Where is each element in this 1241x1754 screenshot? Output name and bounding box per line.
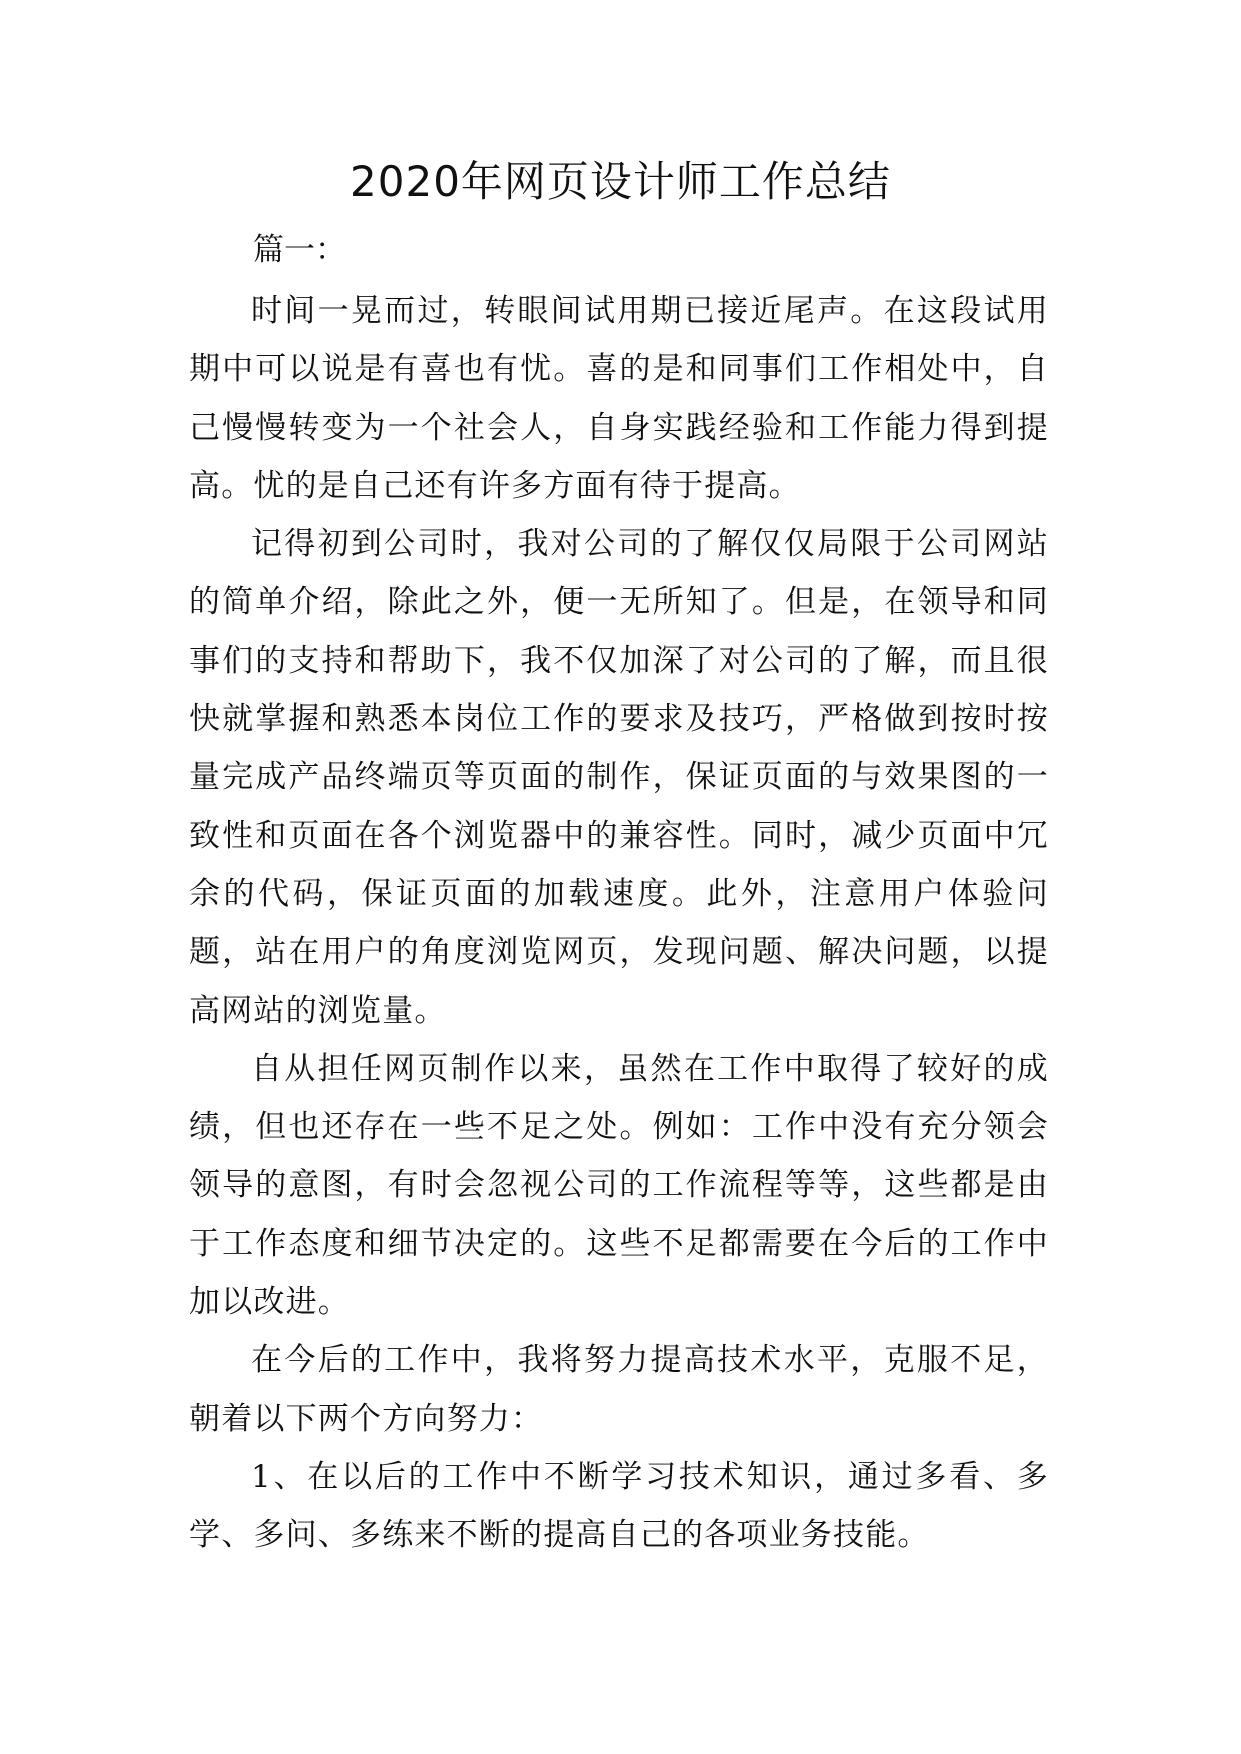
document-body — [189, 282, 1049, 1565]
paragraph: 时间一晃而过，转眼间试用期已接近尾声。在这段试用期中可以说是有喜也有忧。喜的是和同事们工作相处中，自己慢慢转变为一个社会人，自身实践经验和工作能力得到提高。忧的是自己还有许多方面有待于提高。 — [189, 293, 1049, 504]
paragraph: 1、在以后的工作中不断学习技术知识，通过多看、多学、多问、多练来不断的提高自己的各项业务技能。 — [189, 1458, 1049, 1554]
paragraph: 在今后的工作中，我将努力提高技术水平，克服不足，朝着以下两个方向努力： — [189, 1342, 1049, 1437]
section-label: 篇一： — [253, 232, 346, 268]
paragraph: 记得初到公司时，我对公司的了解仅仅局限于公司网站的简单介绍，除此之外，便一无所知了。但是，在领导和同事们的支持和帮助下，我不仅加深了对公司的了解，而且很快就掌握和熟悉本岗位工作的要求及技巧，严格做到按时按量完成产品终端页等页面的制作，保证页面的与效果图的一致性和页面在各个浏览器中的兼容性。同时，减少页面中冗余的代码，保证页面的加载速度。此外，注意用户体验问题，站在用户的角度浏览网页，发现问题、解决问题，以提高网站的浏览量。 — [189, 526, 1049, 1029]
paragraph: 自从担任网页制作以来，虽然在工作中取得了较好的成绩，但也还存在一些不足之处。例如：工作中没有充分领会领导的意图，有时会忽视公司的工作流程等等，这些都是由于工作态度和细节决定的。这些不足都需要在今后的工作中加以改进。 — [189, 1050, 1049, 1321]
document-title: 2020年网页设计师工作总结 — [350, 157, 891, 206]
